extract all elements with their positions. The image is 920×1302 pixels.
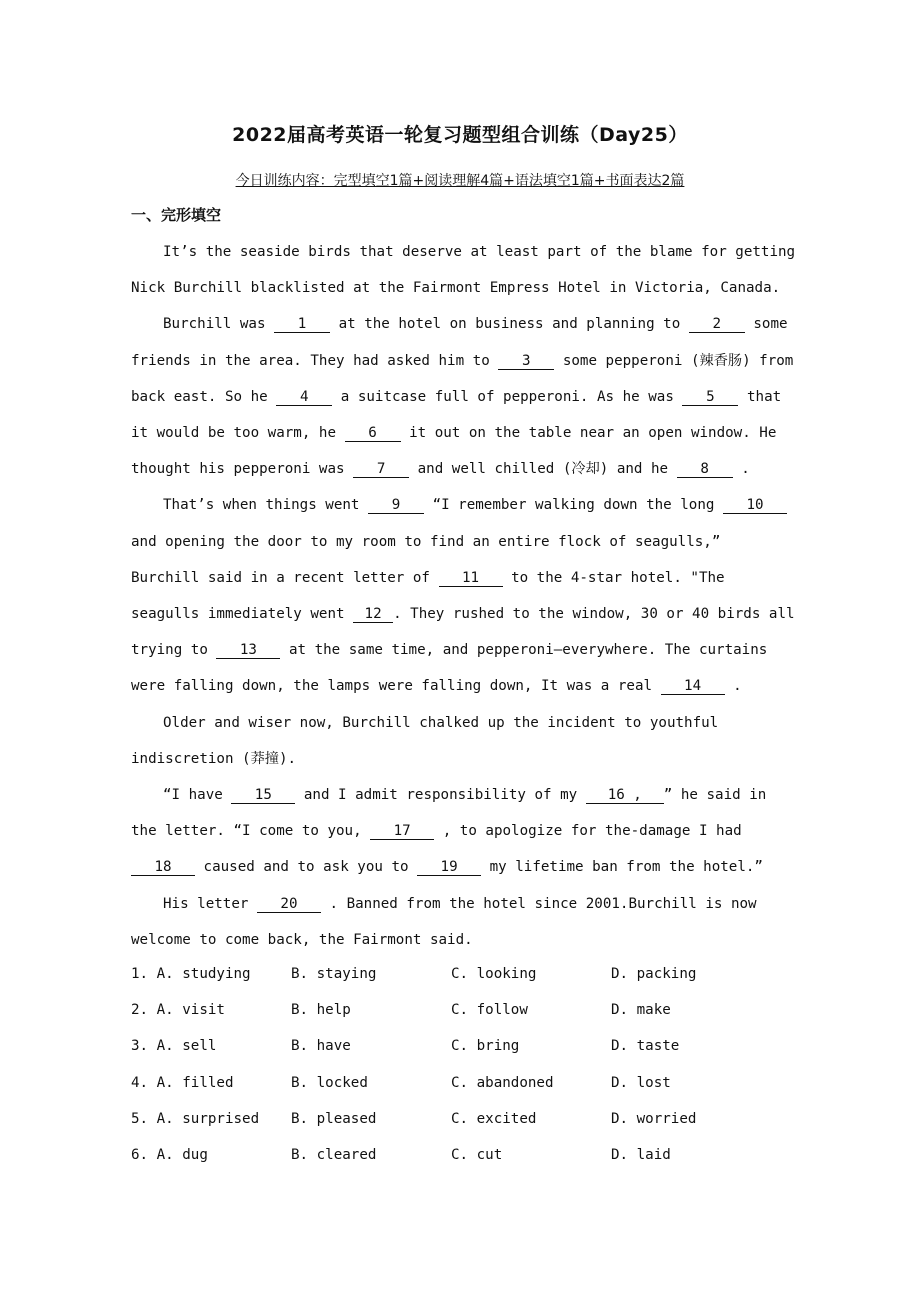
blank-6: 6 xyxy=(345,425,401,442)
section-heading-cloze: 一、完形填空 xyxy=(131,206,222,224)
option-a: 4. A. filled xyxy=(131,1074,234,1091)
paragraph-3: That’s when things went 9 “I remember walking down the long 10 and opening the door to my room to find an entire flock of seagulls,” Burchill said in a recent letter of 11 to the 4-star hotel. "The seagulls immediately went 12 . They rushed to the window, 30 or 40 birds all trying to 13 at the same time, and pepperoni—everywhere. The curtains were falling down, the lamps were falling down, It was a real 14 . xyxy=(131,497,795,695)
option-c: C. abandoned xyxy=(451,1074,554,1091)
blank-9: 9 xyxy=(368,497,424,514)
option-b: B. staying xyxy=(291,966,377,982)
option-row xyxy=(131,992,811,1028)
option-c: C. cut xyxy=(451,1147,503,1164)
option-row xyxy=(131,1137,811,1173)
option-b: B. have xyxy=(291,1038,351,1055)
option-d: D. packing xyxy=(611,966,697,982)
option-d: D. worried xyxy=(611,1110,697,1127)
blank-19: 19 xyxy=(417,859,481,876)
blank-7: 7 xyxy=(353,461,409,478)
blank-5: 5 xyxy=(682,389,738,406)
option-b: B. pleased xyxy=(291,1110,377,1127)
blank-4: 4 xyxy=(276,389,332,406)
answer-options xyxy=(131,956,811,1173)
option-b: B. cleared xyxy=(291,1147,377,1164)
option-c: C. bring xyxy=(451,1038,520,1055)
option-b: B. help xyxy=(291,1002,351,1019)
option-a: 5. A. surprised xyxy=(131,1110,260,1127)
option-c: C. looking xyxy=(451,966,537,982)
blank-20: 20 xyxy=(257,896,321,913)
blank-10: 10 xyxy=(723,497,787,514)
blank-14: 14 xyxy=(661,678,725,695)
cloze-passage xyxy=(131,234,796,958)
blank-13: 13 xyxy=(216,642,280,659)
option-a: 2. A. visit xyxy=(131,1002,225,1019)
option-d: D. laid xyxy=(611,1147,671,1164)
option-b: B. locked xyxy=(291,1074,368,1091)
blank-16: 16 , xyxy=(586,787,664,804)
option-row xyxy=(131,1065,811,1101)
blank-3: 3 xyxy=(498,353,554,370)
option-row xyxy=(131,1028,811,1064)
blank-2: 2 xyxy=(689,316,745,333)
blank-11: 11 xyxy=(439,570,503,587)
blank-15: 15 xyxy=(231,787,295,804)
paragraph-6: His letter 20 . Banned from the hotel since 2001.Burchill is now welcome to come back, the Fairmont said. xyxy=(131,895,757,948)
option-c: C. follow xyxy=(451,1002,528,1019)
option-a: 6. A. dug xyxy=(131,1147,208,1164)
option-row xyxy=(131,1101,811,1137)
training-content-subtitle: 今日训练内容：完型填空1篇+阅读理解4篇+语法填空1篇+书面表达2篇 xyxy=(235,173,685,189)
document-title: 2022届高考英语一轮复习题型组合训练（Day25） xyxy=(232,124,688,146)
paragraph-5: “I have 15 and I admit responsibility of my 16 , ” he said in the letter. “I come to you, 17 , to apologize for the-damage I had 18 caused and to ask you to 19 my lifetime ban from the hotel.” xyxy=(131,787,767,876)
paragraph-4: Older and wiser now, Burchill chalked up the incident to youthful indiscretion (莽撞). xyxy=(131,714,719,767)
option-d: D. make xyxy=(611,1002,671,1019)
option-d: D. lost xyxy=(611,1074,671,1091)
blank-8: 8 xyxy=(677,461,733,478)
blank-17: 17 xyxy=(370,823,434,840)
blank-1: 1 xyxy=(274,316,330,333)
option-a: 1. A. studying xyxy=(131,966,251,982)
option-d: D. taste xyxy=(611,1038,680,1055)
blank-12: 12 xyxy=(353,606,393,623)
option-a: 3. A. sell xyxy=(131,1038,217,1055)
option-row xyxy=(131,956,811,992)
option-c: C. excited xyxy=(451,1110,537,1127)
paragraph-2: Burchill was 1 at the hotel on business and planning to 2 some friends in the area. They had asked him to 3 some pepperoni (辣香肠) from back east. So he 4 a suitcase full of pepperoni. As he was 5 that it would be too warm, he 6 it out on the table near an open window. He thought his pepperoni was 7 and well chilled (冷却) and he 8 . xyxy=(131,316,794,478)
paragraph-1: It’s the seaside birds that deserve at least part of the blame for getting Nick Burchill blacklisted at the Fairmont Empress Hotel in Victoria, Canada. xyxy=(131,244,796,297)
blank-18: 18 xyxy=(131,859,195,876)
